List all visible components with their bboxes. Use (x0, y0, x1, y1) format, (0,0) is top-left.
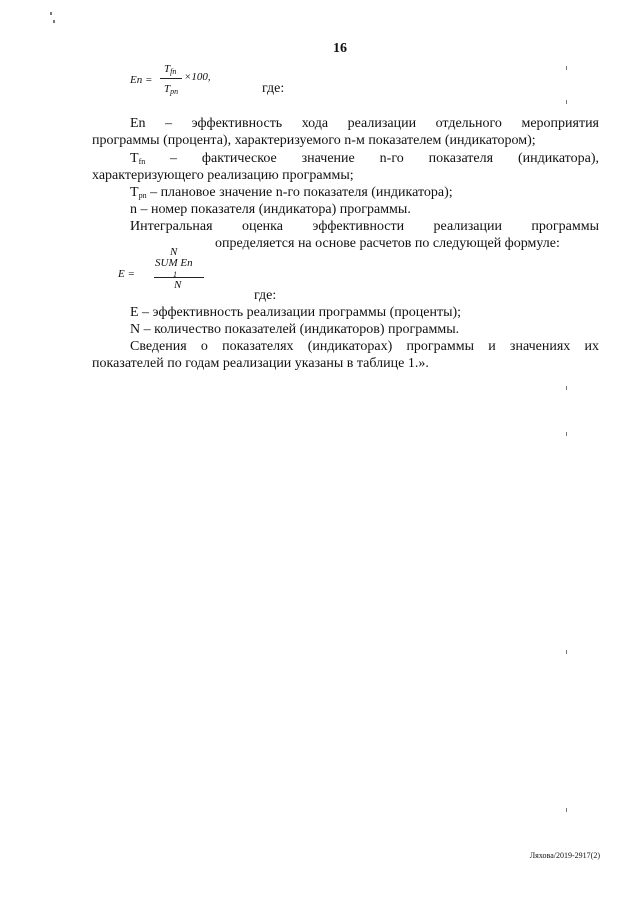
definition-tfn-line2: характеризующего реализацию программы; (92, 168, 354, 183)
definition-n: n – номер показателя (индикатора) программы. (130, 202, 411, 217)
scan-speck (566, 66, 567, 70)
formula2-lower-limit: 1 (173, 270, 177, 279)
definition-tpn: Tpn – плановое значение n-го показателя (индикатора); (130, 185, 453, 200)
formula-integral-efficiency (118, 247, 238, 293)
scan-speck (566, 432, 567, 436)
formula2-lhs: E = (118, 268, 135, 280)
integral-line2: определяется на основе расчетов по следующей формуле: (215, 236, 560, 251)
scan-speck (566, 808, 567, 812)
scan-speck (53, 20, 55, 23)
scan-speck (566, 650, 567, 654)
formula1-where: где: (262, 81, 285, 96)
formula1-numerator: Tfn (164, 63, 177, 76)
page-number: 16 (333, 41, 347, 56)
formula2-numerator: SUM En (155, 257, 193, 269)
formula2-where: где: (254, 288, 277, 303)
scan-speck (566, 100, 567, 104)
formula1-lhs: En = (130, 74, 153, 86)
formula2-upper-limit: N (170, 246, 178, 258)
scan-speck (566, 386, 567, 390)
scan-speck (50, 12, 52, 15)
formula2-fraction-bar (154, 277, 204, 278)
definition-e: E – эффективность реализации программы (проценты); (130, 305, 462, 320)
integral-line1: Интегральная оценка эффективности реализации программы (130, 219, 599, 234)
formula2-denominator: N (174, 279, 182, 291)
definition-tfn-symbol: Tfn (130, 151, 146, 166)
formula1-denominator: Tpn (164, 83, 179, 96)
definition-total-n: N – количество показателей (индикаторов) программы. (130, 322, 460, 337)
formula1-fraction-bar (160, 78, 182, 79)
definition-en-line1: En – эффективность хода реализации отдельного мероприятия (130, 116, 599, 131)
definition-en-line2: программы (процента), характеризуемого n-м показателем (индикатором); (92, 133, 536, 148)
formula1-multiplier: ×100, (184, 71, 211, 83)
document-footer-code: Ляхова/2019-2917(2) (529, 851, 600, 860)
closing-line1: Сведения о показателях (индикаторах) программы и значениях их (130, 339, 599, 354)
closing-line2: показателей по годам реализации указаны в таблице 1.». (92, 356, 429, 371)
definition-tfn-line1: – фактическое значение n-го показателя (индикатора), (170, 151, 599, 166)
